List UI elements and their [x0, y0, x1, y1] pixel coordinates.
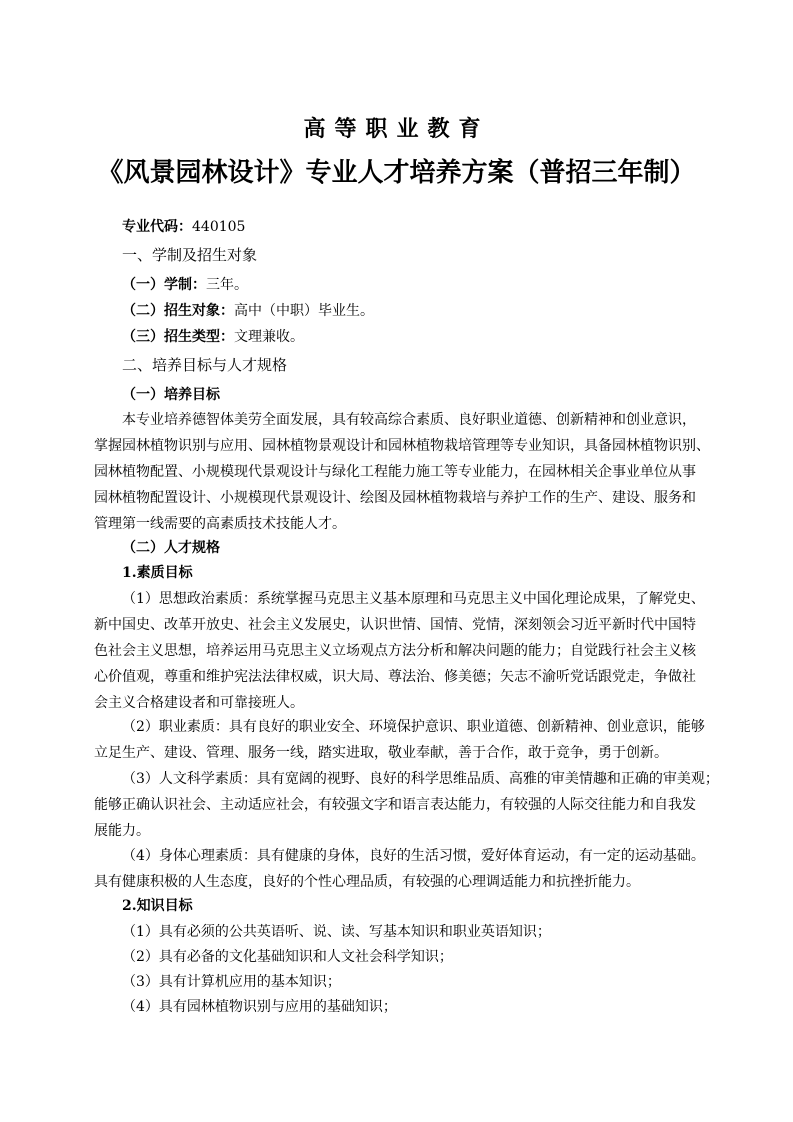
paragraph-line: 会主义合格建设者和可靠接班人。: [94, 695, 304, 711]
doc-subtitle: 《风景园林设计》专业人才培养方案（普招三年制）: [97, 158, 696, 188]
quality-heading: 1.素质目标: [122, 565, 193, 581]
paragraph-line: 园林植物配置设计、小规模现代景观设计、绘图及园林植物栽培与养护工作的生产、建设、服务和: [94, 490, 696, 506]
doc-title: 高等职业教育: [303, 116, 490, 142]
paragraph-line: 本专业培养德智体美劳全面发展，具有较高综合素质、良好职业道德、创新精神和创业意识，: [122, 412, 696, 428]
paragraph-line: 立足生产、建设、管理、服务一线，踏实进取，敬业奉献，善于合作，敢于竞争，勇于创新。: [94, 745, 668, 761]
item-label: （三）招生类型：: [122, 329, 234, 345]
subheading-spec: （二）人才规格: [122, 540, 220, 556]
section1-heading: 一、学制及招生对象: [122, 246, 258, 264]
section1-item: [122, 273, 734, 297]
paragraph-line: 园林植物配置、小规模现代景观设计与绿化工程能力施工等专业能力，在园林相关企事业单位从事: [94, 464, 696, 480]
paragraph-line: （3）具有计算机应用的基本知识；: [122, 974, 341, 990]
paragraph-line: 心价值观，尊重和维护宪法法律权威，识大局、尊法治、修美德；矢志不渝听党话跟党走，争做社: [94, 669, 696, 685]
item-label: （一）学制：: [122, 277, 206, 293]
item-value: 文理兼收。: [234, 329, 304, 345]
paragraph-line: （2）具有必备的文化基础知识和人文社会科学知识；: [122, 949, 453, 965]
knowledge-heading: 2.知识目标: [122, 898, 193, 914]
paragraph-line: 管理第一线需要的高素质技术技能人才。: [94, 516, 346, 532]
paragraph-line: （3）人文科学素质：具有宽阔的视野、良好的科学思维品质、高雅的审美情趣和正确的审美观；: [122, 771, 719, 787]
section1-item: [122, 325, 734, 349]
paragraph-line: 能够正确认识社会、主动适应社会，有较强文字和语言表达能力，有较强的人际交往能力和自我发: [94, 797, 696, 813]
item-value: 三年。: [206, 277, 248, 293]
section2-heading: 二、培养目标与人才规格: [122, 356, 288, 374]
subheading-goal: （一）培养目标: [122, 387, 220, 403]
major-code-value: 440105: [192, 219, 246, 235]
paragraph-line: （4）具有园林植物识别与应用的基础知识；: [122, 999, 397, 1015]
paragraph-line: 掌握园林植物识别与应用、园林植物景观设计和园林植物栽培管理等专业知识，具备园林植物识别、: [94, 438, 710, 454]
paragraph-line: （1）具有必须的公共英语听、说、读、写基本知识和职业英语知识；: [122, 924, 551, 940]
major-code-label: 专业代码：: [122, 219, 192, 235]
paragraph-line: 新中国史、改革开放史、社会主义发展史，认识世情、国情、党情，深刻领会习近平新时代中国特: [94, 617, 696, 633]
section1-item: [122, 299, 734, 323]
item-label: （二）招生对象：: [122, 303, 234, 319]
paragraph-line: 具有健康积极的人生态度，良好的个性心理品质，有较强的心理调适能力和抗挫折能力。: [94, 874, 640, 890]
paragraph-line: （4）身体心理素质：具有健康的身体，良好的生活习惯，爱好体育运动，有一定的运动基础。: [122, 848, 705, 864]
paragraph-line: 展能力。: [94, 823, 150, 839]
paragraph-line: 色社会主义思想，培养运用马克思主义立场观点方法分析和解决问题的能力；自觉践行社会主义核: [94, 643, 696, 659]
major-code-line: [122, 215, 734, 239]
paragraph-line: （2）职业素质：具有良好的职业安全、环境保护意识、职业道德、创新精神、创业意识，能够: [122, 719, 705, 735]
item-value: 高中（中职）毕业生。: [234, 303, 374, 319]
paragraph-line: （1）思想政治素质：系统掌握马克思主义基本原理和马克思主义中国化理论成果，了解党史、: [122, 591, 705, 607]
